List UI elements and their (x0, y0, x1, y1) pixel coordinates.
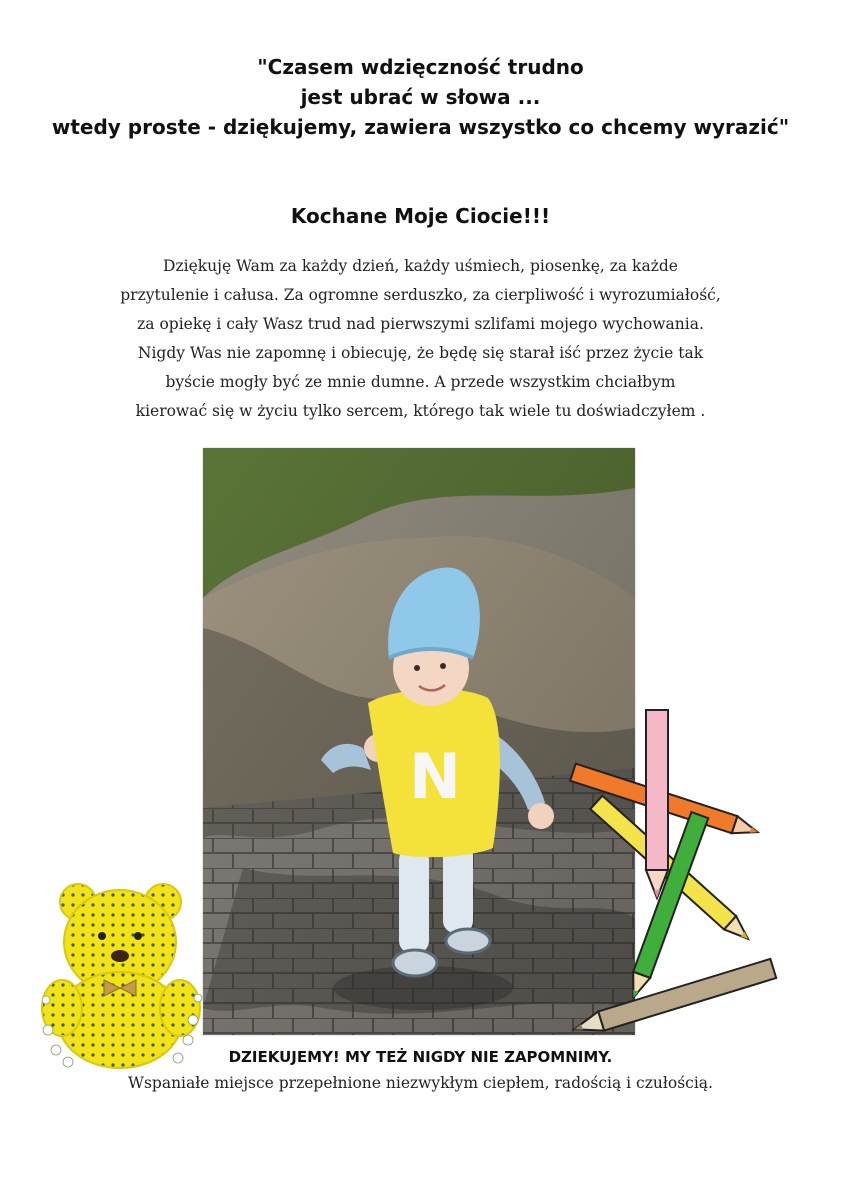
footer-text: Wspaniałe miejsce przepełnione niezwykłym ciepłem, radością i czułością. (128, 1074, 713, 1092)
quote-line-3: wtedy proste - dziękujemy, zawiera wszystko co chcemy wyrazić" (51, 115, 790, 139)
teddy-bear-flowers-illustration (38, 880, 203, 1070)
body-line: przytulenie i całusa. Za ogromne serduszko, za cierpliwość i wyrozumiałość, (120, 286, 721, 304)
quote-line-1: "Czasem wdzięczność trudno (257, 55, 584, 79)
quote-block (0, 52, 841, 142)
shirt-letter: N (409, 740, 461, 813)
body-line: Dziękuję Wam za każdy dzień, każdy uśmiech, piosenkę, za każde (163, 257, 678, 275)
letter-body (0, 252, 841, 426)
footer-title: DZIEKUJEMY! MY TEŻ NIGDY NIE ZAPOMNIMY. (228, 1048, 613, 1066)
greeting-heading: Kochane Moje Ciocie!!! (290, 204, 551, 228)
body-line: za opiekę i cały Wasz trud nad pierwszymi szlifami mojego wychowania. (137, 315, 704, 333)
body-line: byście mogły być ze mnie dumne. A przede wszystkim chciałbym (165, 373, 676, 391)
crayons-illustration (560, 700, 780, 1040)
body-line: kierować się w życiu tylko sercem, którego tak wiele tu doświadczyłem . (135, 402, 706, 420)
body-line: Nigdy Was nie zapomnę i obiecuję, że będę się starał iść przez życie tak (137, 344, 704, 362)
quote-line-2: jest ubrać w słowa ... (300, 85, 541, 109)
